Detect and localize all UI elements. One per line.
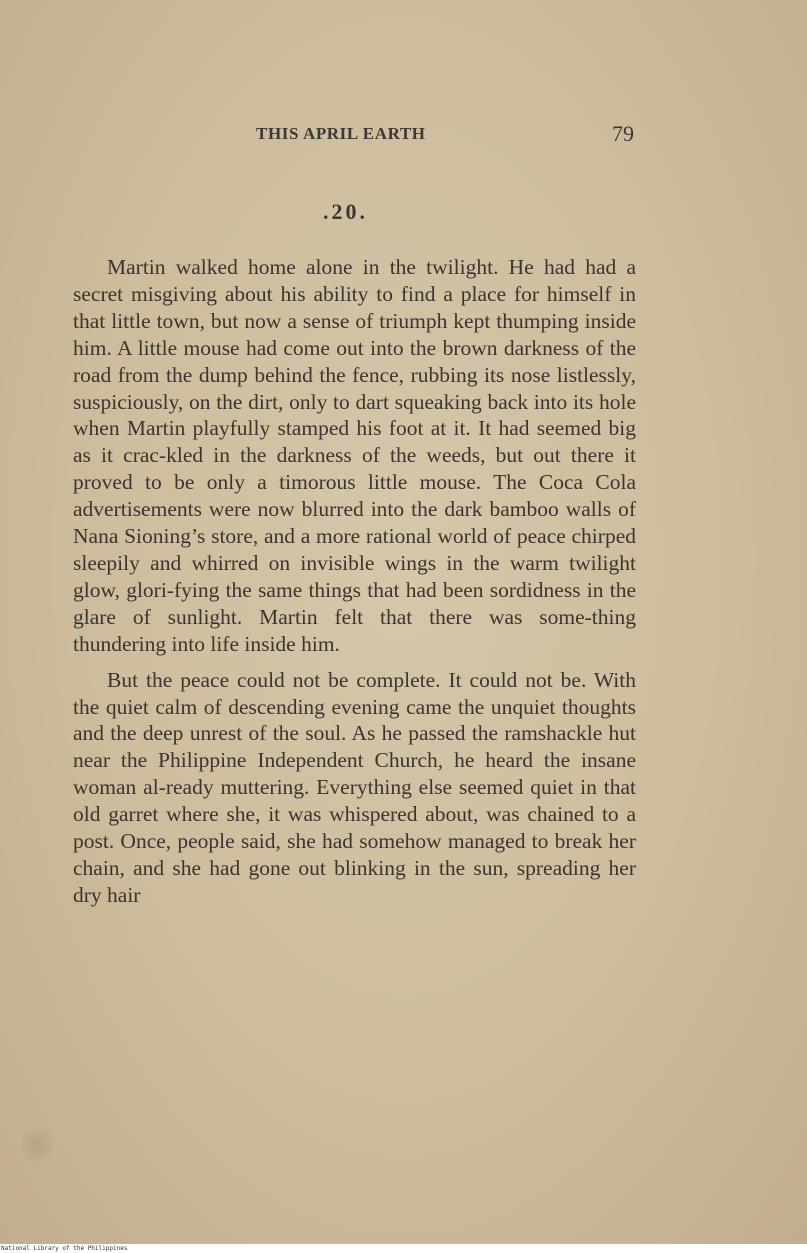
footer-credit: National Library of the Philippines: [1, 1245, 128, 1252]
page-number: 79: [612, 121, 634, 146]
running-head: THIS APRIL EARTH: [256, 124, 426, 143]
body-text: [73, 254, 636, 909]
paragraph: Martin walked home alone in the twilight. He had had a secret misgiving about his ability to find a place for himself in that little town, but now a sense of triumph kept thumping inside him. A little mouse had come out into the brown darkness of the road from the dump behind the fence, rubbing its nose listlessly, suspiciously, on the dirt, only to dart squeaking back into its hole when Martin playfully stamped his foot at it. It had seemed big as it crac-kled in the darkness of the weeds, but out there it proved to be only a timorous little mouse. The Coca Cola advertisements were now blurred into the dark bamboo walls of Nana Sioning’s store, and a more rational world of peace chirped sleepily and whirred on invisible wings in the warm twilight glow, glori-fying the same things that had been sordidness in the glare of sunlight. Martin felt that there was some-thing thundering into life inside him.: [73, 255, 636, 656]
footer-strip: [0, 1244, 807, 1253]
paragraph: But the peace could not be complete. It could not be. With the quiet calm of descending evening came the unquiet thoughts and the deep unrest of the soul. As he passed the ramshackle hut near the Philippine Independent Church, he heard the insane woman al-ready muttering. Everything else seemed quiet in that old garret where she, it was whispered about, was chained to a post. Once, people said, she had somehow managed to break her chain, and she had gone out blinking in the sun, spreading her dry hair: [73, 667, 636, 907]
page-smudge: [20, 1125, 56, 1165]
section-number: .20.: [323, 199, 368, 224]
